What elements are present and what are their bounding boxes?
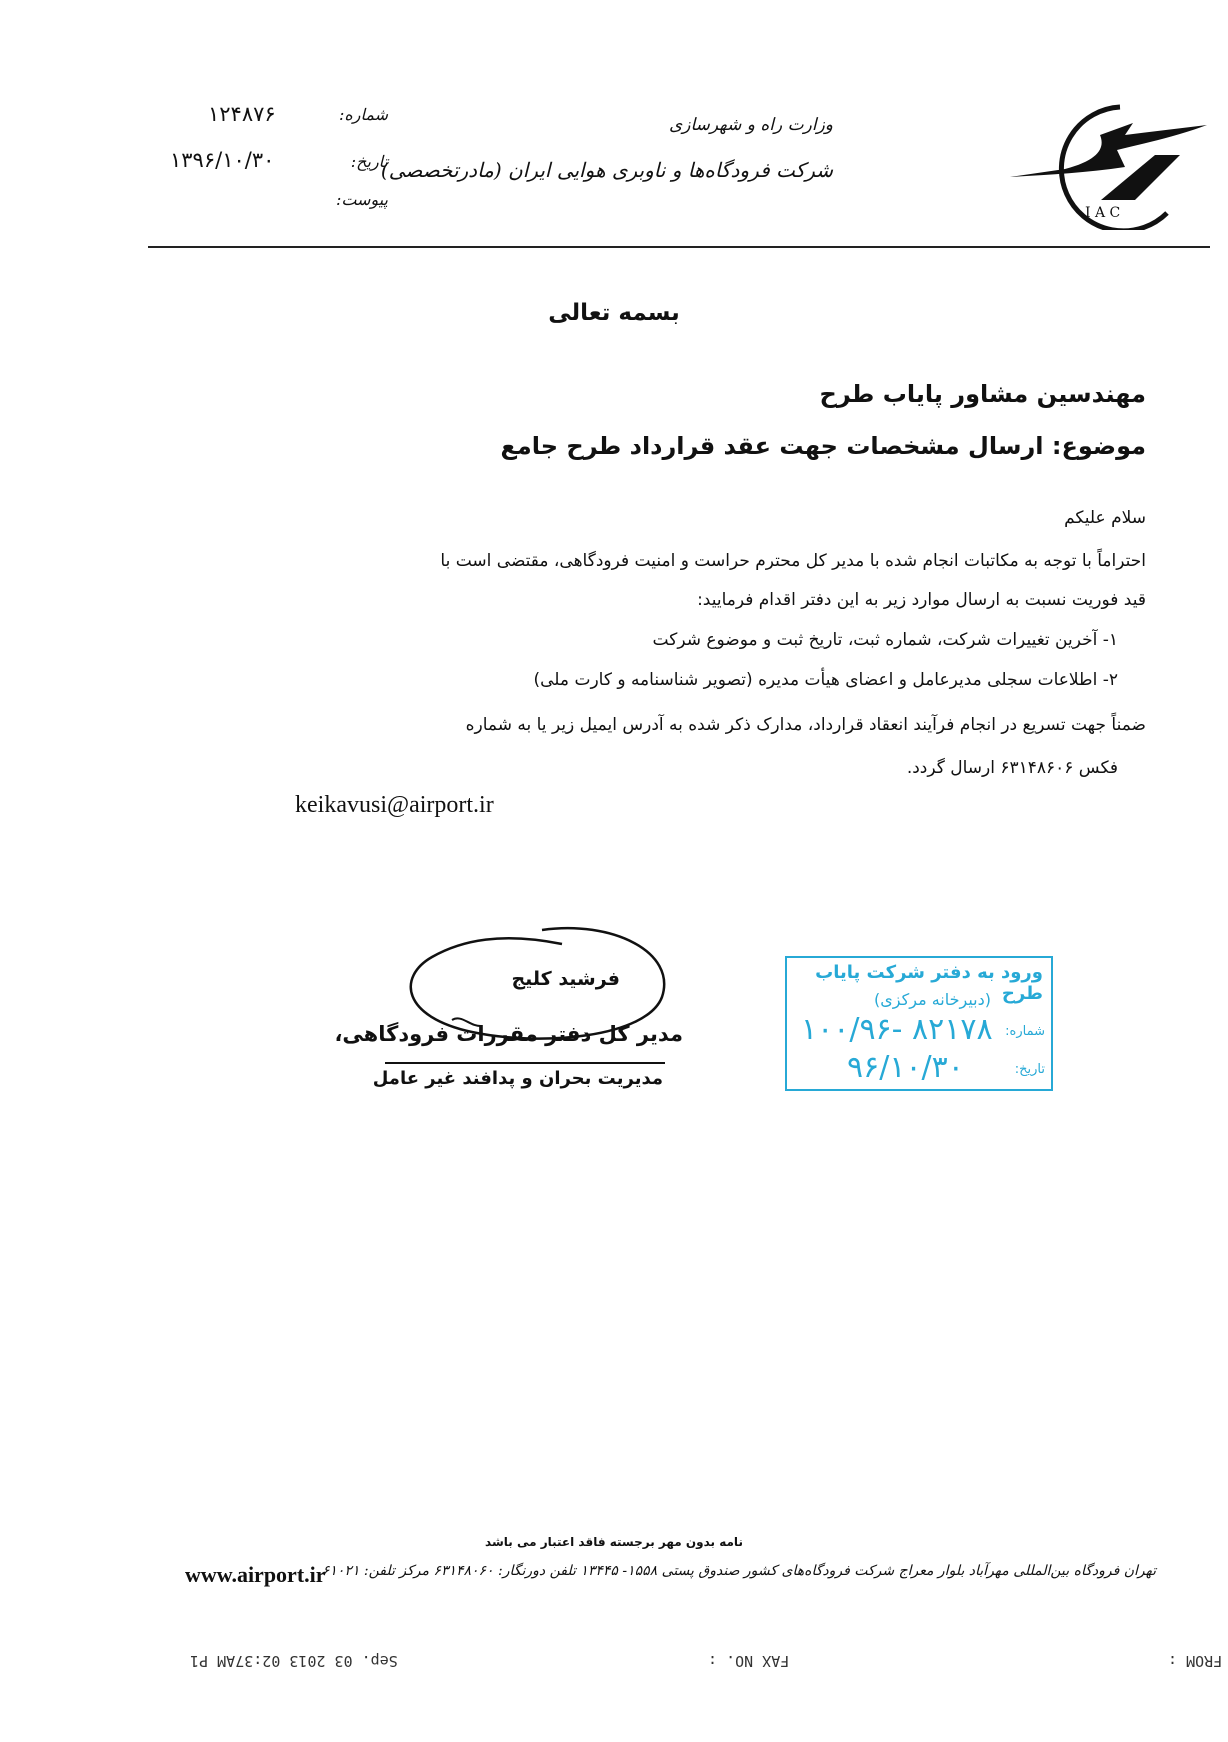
date-label: تاریخ:: [350, 152, 388, 171]
paragraph-2-line-1: ضمناً جهت تسریع در انجام فرآیند انعقاد قرارداد، مدارک ذکر شده به آدرس ایمیل زیر یا به شماره: [465, 715, 1146, 735]
signatory-title-2: مدیریت بحران و پدافند غیر عامل: [372, 1068, 663, 1089]
greeting: سلام علیکم: [1064, 508, 1146, 528]
header-divider: [148, 246, 1210, 248]
subject: موضوع: ارسال مشخصات جهت عقد قرارداد طرح جامع: [500, 432, 1146, 460]
paragraph-1-line-2: قید فوریت نسبت به ارسال موارد زیر به این دفتر اقدام فرمایید:: [697, 590, 1146, 610]
paragraph-1-line-1: احتراماً با توجه به مکاتبات انجام شده با مدیر کل محترم حراست و امنیت فرودگاهی، مقتضی است با: [440, 551, 1146, 571]
stamp-number-value: ۱۰۰/۹۶- ۸۲۱۷۸: [801, 1012, 993, 1047]
email-address: keikavusi@airport.ir: [295, 792, 494, 818]
stamp-number-label: شماره:: [1005, 1024, 1045, 1039]
company-name: شرکت فرودگاه‌ها و ناوبری هوایی ایران (مادرتخصصی): [380, 158, 833, 182]
paragraph-2-line-2: فکس ۶۳۱۴۸۶۰۶ ارسال گردد.: [906, 758, 1118, 778]
number-value: ۱۲۴۸۷۶: [208, 102, 276, 126]
recipient: مهندسین مشاور پایاب طرح: [819, 380, 1146, 408]
stamp-date-label: تاریخ:: [1014, 1062, 1045, 1077]
ministry-name: وزارت راه و شهرسازی: [668, 115, 833, 135]
number-label: شماره:: [338, 105, 388, 124]
stamp-title: ورود به دفتر شرکت پایاب طرح: [815, 962, 1043, 1004]
footer-note: نامه بدون مهر برجسته فاقد اعتبار می باشد: [485, 1535, 743, 1549]
iac-logo: [1005, 95, 1215, 230]
signatory-title-1: مدیر کل دفتر مقررات فرودگاهی،: [334, 1022, 683, 1046]
list-item-1: ۱- آخرین تغییرات شرکت، شماره ثبت، تاریخ ثبت و موضوع شرکت: [652, 630, 1118, 650]
fax-timestamp: Sep. 03 2013 02:37AM P1: [190, 1652, 398, 1670]
date-value: ۱۳۹۶/۱۰/۳۰: [170, 148, 275, 172]
attachment-label: پیوست:: [335, 190, 388, 209]
signature-underline: [385, 1062, 665, 1064]
received-stamp: [785, 956, 1053, 1091]
bismillah: بسمه تعالی: [548, 300, 680, 326]
stamp-subtitle: (دبیرخانه مرکزی): [874, 990, 991, 1009]
fax-number-label: FAX NO. :: [708, 1652, 790, 1670]
stamp-date-value: ۹۶/۱۰/۳۰: [847, 1050, 964, 1085]
footer-address: تهران فرودگاه بین‌المللی مهرآباد بلوار معراج شرکت فرودگاه‌های کشور صندوق پستی ۱۵۵۸- ۱۳۴۴۵ تلفن دورنگار: ۶۳۱۴۸۰۶۰ مرکز تلفن: ۶۱۰۲۱: [321, 1563, 1156, 1579]
logo-text: I A C: [1085, 205, 1121, 221]
signatory-name: فرشید کلیج: [511, 968, 620, 990]
footer-website: www.airport.ir: [185, 1562, 326, 1587]
fax-from-label: FROM :: [1168, 1652, 1223, 1670]
list-item-2: ۲- اطلاعات سجلی مدیرعامل و اعضای هیأت مدیره (تصویر شناسنامه و کارت ملی): [533, 670, 1118, 690]
